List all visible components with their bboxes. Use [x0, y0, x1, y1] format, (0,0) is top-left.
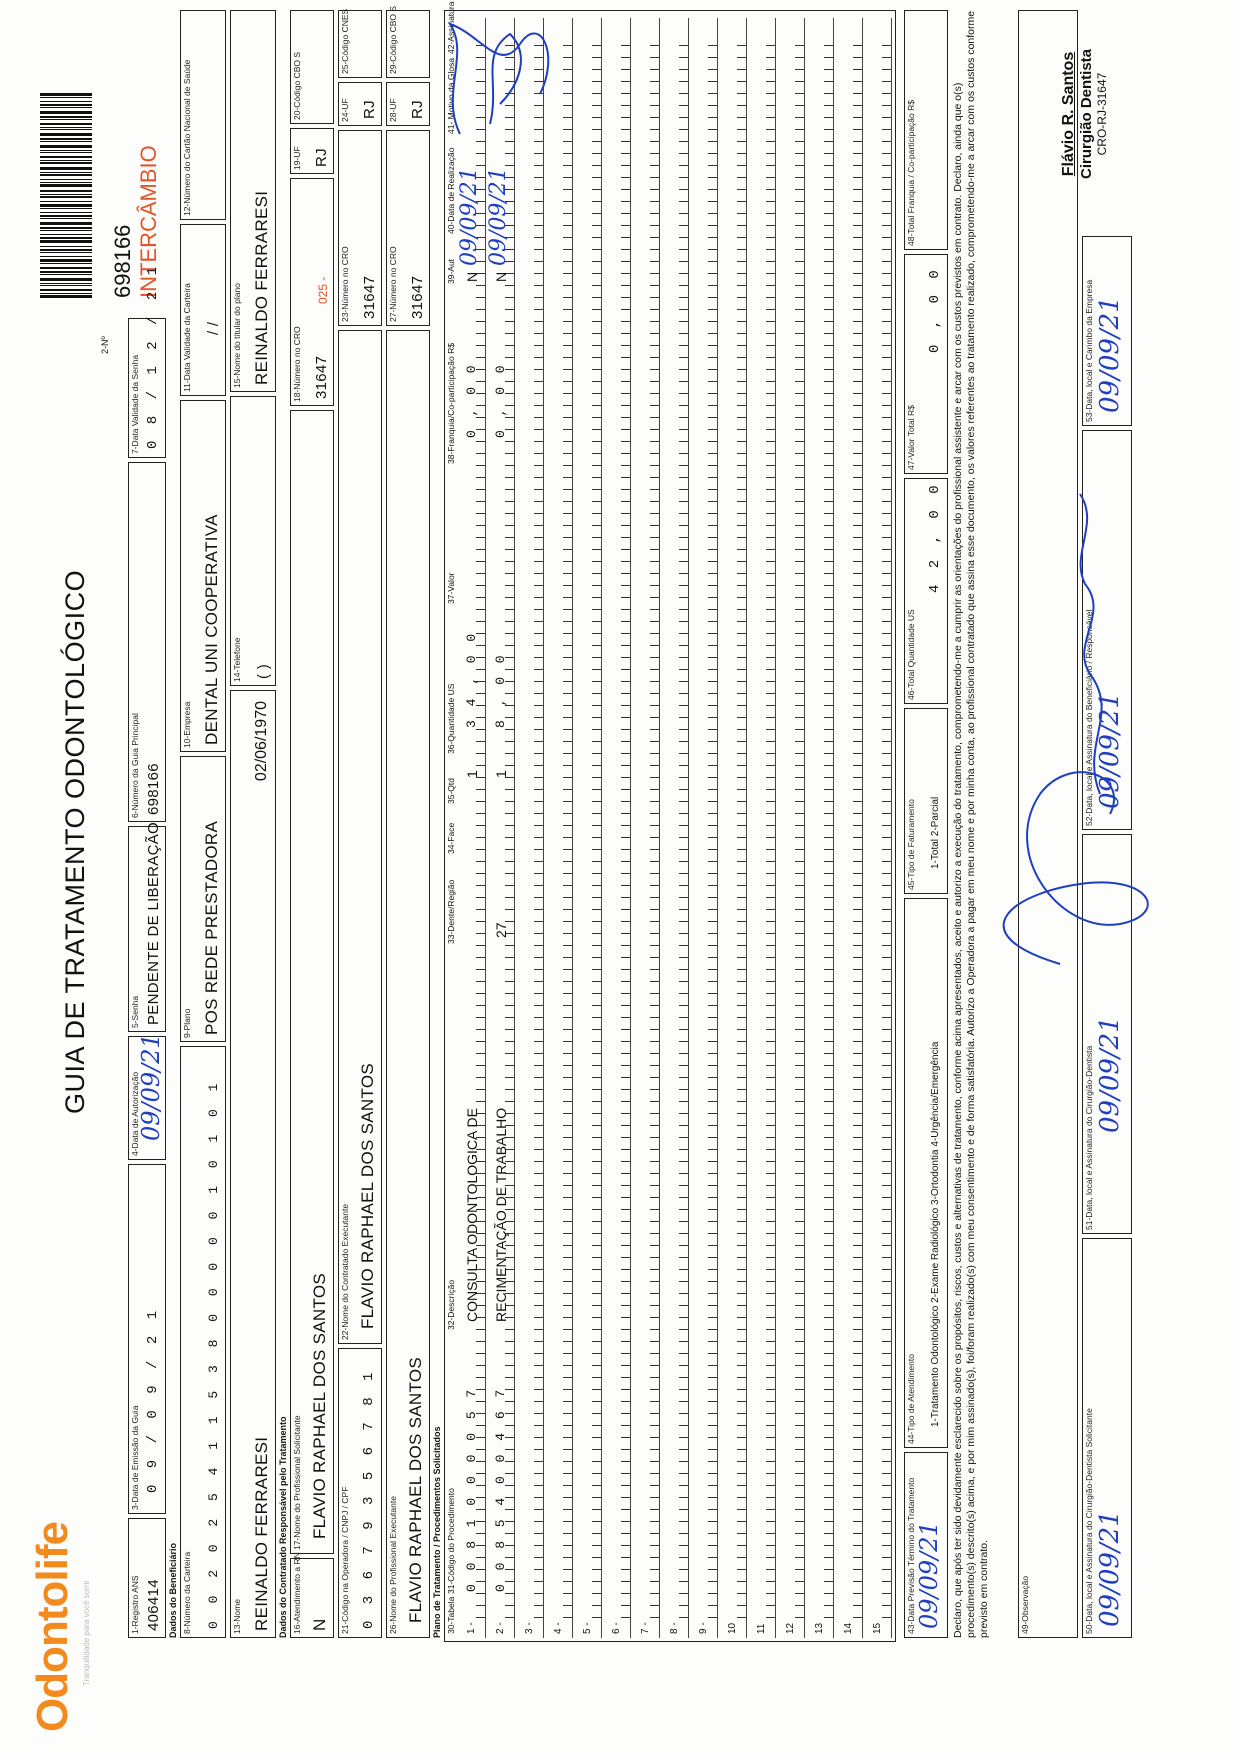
cell-n: 7 - — [640, 1622, 651, 1634]
ddd-mark: 025 - — [316, 276, 330, 304]
section-contratado: Dados do Contratado Responsável pelo Tratamento — [278, 1416, 288, 1638]
cell-n: 4 - — [553, 1622, 564, 1634]
table-header-cell: 36-Quantidade US — [446, 683, 456, 754]
stamp-cro: CRO-RJ-31647 — [1095, 72, 1109, 156]
table-header-cell: 35-Qtd — [446, 778, 456, 804]
data-autorizacao: 4-Data de Autorização 09/09/21 — [128, 1036, 166, 1160]
cell-n: 14 — [843, 1622, 854, 1634]
empresa: 10-Empresa DENTAL UNI COOPERATIVA — [180, 400, 226, 752]
assinatura-beneficiario: 52-Data, local e Assinatura do Beneficiário / Responsável 09/09/21 — [1082, 430, 1132, 830]
table-header-cell: 41- Motivo da Glosa — [446, 57, 456, 134]
cell-us: 8 , 0 0 — [493, 652, 508, 728]
tipo-faturamento: 45-Tipo de Faturamento 1-Total 2-Parcial — [904, 708, 948, 894]
cell-data: 09/09/21 — [486, 167, 511, 266]
assinatura-solicitante: 50-Data, local e Assinatura do Cirurgião-Dentista Solicitante 09/09/21 — [1082, 1238, 1132, 1638]
titular-plano: 15-Nome do titular do plano REINALDO FERRARESI — [230, 10, 276, 392]
signature-column-42 — [450, 24, 548, 134]
data-emissao: 3-Data de Emissão da Guia 0 9 / 0 9 / 2 1 — [128, 1164, 166, 1514]
cell-aut: N — [493, 271, 509, 282]
cell-code: 0 0 8 1 0 0 0 0 5 7 — [464, 1386, 479, 1592]
cell-qtd: 1 — [464, 770, 480, 778]
plano: 9-Plano POS REDE PRESTADORA — [180, 756, 226, 1042]
assinatura-dentista: 51-Data, local e Assinatura do Cirurgião-Dentista 09/09/21 — [1082, 834, 1132, 1234]
page-title: GUIA DE TRATAMENTO ODONTOLÓGICO — [60, 569, 90, 1114]
table-header-cell: 39-Aut — [446, 258, 456, 284]
cell-n: 5 - — [582, 1622, 593, 1634]
cell-desc: CONSULTA ODONTOLOGICA DE — [464, 1108, 480, 1322]
telefone: 14-Telefone ( ) — [230, 396, 276, 686]
uf-solicitante: 19-UF RJ — [290, 128, 334, 174]
senha: 5-Senha PENDENTE DE LIBERAÇÃO — [128, 826, 166, 1032]
profissional-solicitante: 17-Nome do Profissional Solicitante FLAVIO RAPHAEL DOS SANTOS — [290, 410, 334, 1554]
guide-number-label: 2-Nº — [100, 336, 110, 354]
numero-carteira: 8-Número da Carteira 0 0 2 0 2 5 4 1 1 5 3 8 0 0 0 0 0 1 0 1 0 1 — [180, 1046, 226, 1638]
stamp-role: Cirurgião Dentista — [1078, 48, 1095, 180]
table-header-cell: 33-Dente/Região — [446, 879, 456, 944]
table-header-cell: 34-Face — [446, 822, 456, 854]
cell-n: 8 - — [669, 1622, 680, 1634]
cell-n: 15 — [872, 1622, 883, 1634]
table-header-cell: 38-Franquia/Co-participação R$ — [446, 343, 456, 464]
section-procedimentos: Plano de Tratamento / Procedimentos Solicitados — [432, 1426, 442, 1638]
total-quantidade-us: 46-Total Quantidade US 4 2 , 0 0 — [904, 478, 948, 704]
contratado-executante: 22-Nome do Contratado Executante FLAVIO RAPHAEL DOS SANTOS — [338, 330, 382, 1344]
table-header-cell: 37-Valor — [446, 572, 456, 604]
cell-n: 2 - — [495, 1622, 506, 1634]
cell-n: 6 - — [611, 1622, 622, 1634]
cro-contratado: 23-Número no CRO 31647 — [338, 130, 382, 326]
stamp-name: Flávio R. Santos — [1060, 51, 1077, 177]
cbo-executante: 29-Código CBO S — [386, 10, 430, 78]
guia-principal: 6-Número da Guia Principal 698166 — [128, 462, 166, 822]
table-header-cell: 30-Tabela — [446, 1596, 456, 1634]
previsao-termino: 43-Data Previsão Término do Tratamento 09/09/21 — [904, 1452, 948, 1638]
cell-n: 13 — [814, 1622, 825, 1634]
cell-n: 3 - — [524, 1622, 535, 1634]
valor-total: 47-Valor Total R$ 0 , 0 0 — [904, 254, 948, 474]
cell-code: 0 0 8 5 4 0 0 4 6 7 — [493, 1386, 508, 1592]
cro-solicitante: 18-Número no CRO 31647 — [290, 178, 334, 406]
cnes: 25-Código CNES — [338, 10, 382, 78]
signature-dentista — [1080, 494, 1102, 794]
uf-contratado: 24-UF RJ — [338, 82, 382, 126]
profissional-executante: 26-Nome do Profissional Executante FLAVIO RAPHAEL DOS SANTOS — [386, 330, 430, 1638]
signature-beneficiario — [1004, 772, 1148, 964]
total-franquia: 48-Total Franquia / Co-participação R$ — [904, 10, 948, 250]
cell-aut: N — [464, 271, 480, 282]
cell-dente: 27 — [493, 922, 509, 938]
intercambio-stamp: INTERCÂMBIO — [136, 145, 161, 298]
section-beneficiario: Dados do Beneficiário — [168, 1542, 178, 1638]
cell-n: 11 — [756, 1623, 767, 1634]
data-autorizacao-handwritten: 09/09/21 — [137, 1033, 165, 1141]
carimbo-empresa: 53-Data, local e Carimbo da Empresa 09/09/21 — [1082, 236, 1132, 426]
declaration-text: Declaro, que após ter sido devidamente esclarecido sobre os propósitos, riscos, custos e alternativas de tratamento, conforme acima apresentados, aceito e autorizo a execução do tratamento, comprometendo-me a cumprir as orientações do profissional assistente e arcar com os custos previstos em contrato. Declaro, ainda que o(s) procedimento(s) descrito(s) acima, e por mim assinado(s), foi/foram realizado(s) com meu consentimento e de forma satisfatória. Autorizo a Operadora a pagar em meu nome e por minha conta, ao profissional contratado que assina esse documento, os valores referentes ao tratamento realizado, comprometendo-me a arcar com os custos conforme previsto em contrato. — [952, 10, 990, 1638]
cell-data: 09/09/21 — [457, 167, 482, 266]
registro-ans: 1-Registro ANS 406414 — [128, 1518, 166, 1638]
table-header-cell: 32-Descrição — [446, 1279, 456, 1330]
codigo-operadora: 21-Código na Operadora / CNPJ / CPF 0 3 6 7 9 3 5 6 7 8 1 — [338, 1348, 382, 1638]
table-header-cell: 40-Data de Realização — [446, 147, 456, 234]
cell-n: 10 — [727, 1622, 738, 1634]
cro-executante: 27-Número no CRO 31647 — [386, 130, 430, 326]
logo-brand: Odontolife — [28, 1522, 77, 1732]
cell-n: 1 - — [466, 1622, 477, 1634]
cell-desc: RECIMENTAÇÃO DE TRABALHO — [493, 1107, 509, 1322]
data-nascimento: 02/06/1970 — [253, 701, 270, 782]
table-header-cell: 42-Assinatura — [446, 1, 456, 54]
validade-carteira: 11-Data Validade da Carteira / / — [180, 224, 226, 396]
tipo-atendimento: 44-Tipo de Atendimento 1-Tratamento Odontológico 2-Exame Radiológico 3-Ortodontia 4-Urgência/Emergência — [904, 898, 948, 1448]
nome-beneficiario: 13-Nome REINALDO FERRARESI 02/06/1970 — [230, 690, 276, 1638]
observacao: 49-Observação — [1018, 10, 1078, 1638]
cell-franquia: 0 , 0 0 — [493, 362, 508, 438]
cell-us: 3 4 , 0 0 — [464, 630, 479, 728]
cbo-solicitante: 20-Código CBO S — [290, 10, 334, 124]
cell-franquia: 0 , 0 0 — [464, 362, 479, 438]
validade-senha: 7-Data Validade da Senha 0 8 / 1 2 / 2 1 — [128, 318, 166, 458]
cartao-nacional-saude: 12-Número do Cartão Nacional de Saúde — [180, 10, 226, 220]
cell-n: 9 - — [698, 1622, 709, 1634]
table-header-cell: 31-Código do Procedimento — [446, 1488, 456, 1594]
logo-tagline: Tranquilidade para você sorrir — [82, 1580, 91, 1686]
cell-n: 12 — [785, 1622, 796, 1634]
atendimento-rn: 16-Atendimento a RN N — [290, 1558, 334, 1638]
uf-executante: 28-UF RJ — [386, 82, 430, 126]
cell-qtd: 1 — [493, 770, 509, 778]
guide-number: 698166 — [110, 224, 135, 298]
